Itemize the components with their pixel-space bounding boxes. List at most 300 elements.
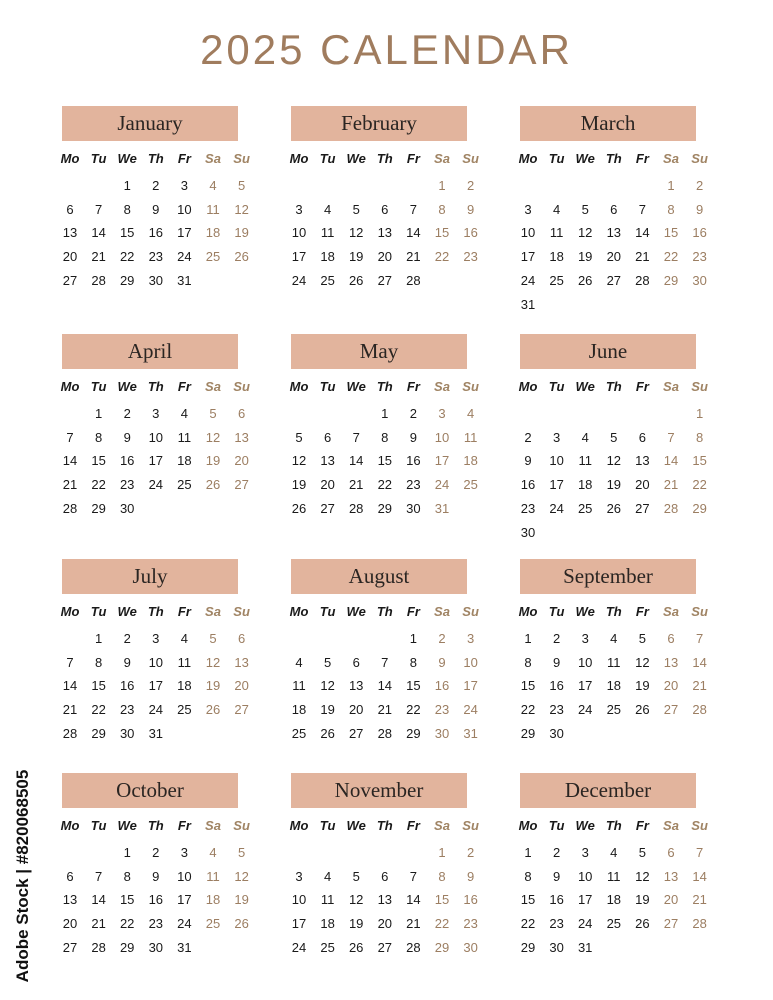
day-cell: 13 [348,678,364,694]
day-cell: 18 [606,892,622,908]
day-cell: 6 [66,201,74,217]
weekday-label: Su [233,818,250,833]
day-cell: 30 [520,524,536,540]
day-cell: 12 [348,225,364,241]
weekday-label: Su [691,604,708,619]
day-cell: 9 [152,201,160,217]
day-cell: 1 [438,845,446,860]
day-cell: 30 [406,500,421,516]
day-cell: 26 [348,272,364,288]
day-cell: 12 [577,225,593,241]
day-cell: 13 [234,654,249,670]
day-cell: 26 [205,702,221,718]
day-cell: 21 [692,892,707,908]
weekday-label: Tu [90,151,107,166]
weekday-label: Mo [289,151,309,166]
day-cell: 9 [123,654,131,670]
day-cell: 12 [320,678,335,694]
day-cell: 13 [606,225,622,241]
day-cell: 9 [438,654,446,670]
day-cell: 18 [577,477,593,493]
weekday-label: We [346,151,366,166]
day-cell: 19 [577,249,593,265]
day-cell: 6 [667,631,675,646]
day-cell: 25 [291,725,307,741]
calendar-title: 2025 CALENDAR [200,26,573,73]
weekday-label: We [575,818,595,833]
day-cell: 21 [91,916,106,932]
day-cell: 10 [577,654,593,670]
day-cell: 3 [581,845,589,860]
day-cell: 2 [152,178,160,193]
day-cell: 25 [463,477,478,493]
day-cell: 18 [320,249,335,265]
day-cell: 14 [62,678,78,694]
day-cell: 30 [434,725,450,741]
day-cell: 22 [520,916,536,932]
day-cell: 21 [62,702,78,718]
day-cell: 22 [377,477,393,493]
day-cell: 16 [463,892,478,908]
day-cell: 19 [234,892,249,908]
day-cell: 11 [320,225,335,241]
day-cell: 8 [123,201,131,217]
day-cell: 16 [119,678,135,694]
weekday-label: We [346,818,366,833]
day-cell: 16 [549,892,564,908]
day-cell: 7 [352,429,360,445]
day-cell: 22 [663,249,679,265]
day-cell: 5 [295,429,303,445]
day-cell: 4 [581,429,589,445]
day-cell: 26 [577,272,593,288]
day-cell: 18 [177,678,192,694]
day-cell: 3 [524,201,532,217]
weekday-label: Tu [319,604,336,619]
day-cell: 22 [119,916,135,932]
day-cell: 22 [692,477,707,493]
day-cell: 3 [180,178,188,193]
weekday-label: Th [605,604,622,619]
day-cell: 16 [549,678,564,694]
weekday-label: We [575,379,595,394]
day-cell: 5 [638,631,646,646]
day-cell: 4 [323,868,332,884]
day-cell: 9 [695,201,704,217]
day-cell: 25 [549,272,564,288]
day-cell: 8 [524,868,532,884]
month-header: May [291,334,467,369]
day-cell: 17 [577,892,593,908]
day-cell: 18 [606,678,622,694]
day-cell: 21 [348,477,364,493]
day-cell: 10 [291,225,307,241]
day-cell: 23 [549,916,564,932]
weekday-label: Fr [406,379,420,394]
weekday-label: We [575,151,595,166]
day-cell: 20 [62,916,78,932]
day-cell: 18 [463,453,478,469]
day-cell: 23 [406,477,421,493]
day-cell: 21 [692,678,707,694]
day-cell: 6 [237,406,246,421]
day-cell: 28 [692,702,707,718]
day-cell: 13 [635,453,650,469]
weekday-label: Sa [663,151,679,166]
day-cell: 7 [381,654,389,670]
day-cell: 25 [177,477,192,493]
day-cell: 27 [348,725,364,741]
weekday-label: Fr [177,151,191,166]
weekday-label: Tu [90,604,107,619]
day-cell: 14 [663,453,679,469]
day-cell: 24 [177,916,192,932]
weekday-label: Sa [434,604,450,619]
day-cell: 26 [606,500,622,516]
day-cell: 22 [406,702,421,718]
day-cell: 14 [91,225,106,241]
day-cell: 28 [406,939,421,955]
day-cell: 28 [377,725,393,741]
day-cell: 3 [295,868,303,884]
weekday-label: We [346,379,366,394]
day-cell: 28 [91,272,106,288]
day-cell: 2 [552,845,561,860]
day-cell: 2 [152,845,160,860]
stock-watermark [8,756,38,996]
day-cell: 8 [438,868,446,884]
day-cell: 15 [434,892,450,908]
day-cell: 10 [577,868,593,884]
day-cell: 22 [520,702,536,718]
day-cell: 16 [148,225,164,241]
day-cell: 30 [119,500,135,516]
day-cell: 21 [663,477,679,493]
day-cell: 8 [94,654,103,670]
day-cell: 22 [434,249,450,265]
day-cell: 21 [62,477,78,493]
day-cell: 19 [348,916,364,932]
day-cell: 20 [320,477,335,493]
day-cell: 5 [352,201,360,217]
day-cell: 3 [552,429,561,445]
day-cell: 1 [123,845,131,860]
day-cell: 17 [291,249,307,265]
weekday-label: Su [462,818,479,833]
day-cell: 2 [123,631,131,646]
day-cell: 26 [635,916,650,932]
day-cell: 23 [520,500,536,516]
day-cell: 20 [663,678,679,694]
day-cell: 1 [438,178,446,193]
day-cell: 28 [406,272,421,288]
day-cell: 12 [234,868,249,884]
day-cell: 23 [148,249,164,265]
weekday-label: Fr [635,379,649,394]
weekday-label: Mo [518,818,538,833]
day-cell: 8 [695,429,704,445]
day-cell: 5 [581,201,589,217]
day-cell: 29 [434,939,450,955]
weekday-label: We [117,151,137,166]
day-cell: 6 [381,201,389,217]
day-cell: 10 [291,892,307,908]
day-cell: 14 [692,868,707,884]
day-cell: 4 [466,406,475,421]
day-cell: 16 [434,678,450,694]
day-cell: 24 [577,702,593,718]
day-cell: 28 [62,500,78,516]
day-cell: 16 [463,225,478,241]
day-cell: 4 [209,845,217,860]
day-cell: 5 [638,845,646,860]
weekday-label: Sa [205,379,221,394]
day-cell: 25 [577,500,593,516]
day-cell: 29 [406,725,421,741]
day-cell: 13 [377,892,393,908]
day-cell: 17 [549,477,564,493]
day-cell: 7 [695,845,704,860]
day-cell: 12 [291,453,307,469]
weekday-label: Th [147,604,164,619]
day-cell: 1 [123,178,131,193]
weekday-label: Fr [406,818,420,833]
day-cell: 11 [206,201,220,217]
day-cell: 7 [409,201,417,217]
weekday-label: Mo [60,151,80,166]
day-cell: 13 [663,868,679,884]
day-cell: 10 [463,654,478,670]
weekday-label: Fr [635,604,649,619]
day-cell: 1 [381,406,389,421]
day-cell: 4 [610,845,618,860]
day-cell: 15 [119,892,135,908]
weekday-label: Fr [177,604,191,619]
day-cell: 7 [667,429,675,445]
day-cell: 25 [205,249,221,265]
day-cell: 20 [234,678,249,694]
day-cell: 10 [148,429,164,445]
day-cell: 2 [552,631,561,646]
weekday-label: Fr [177,818,191,833]
day-cell: 16 [406,453,421,469]
weekday-label: We [117,379,137,394]
day-cell: 15 [520,678,536,694]
day-cell: 20 [606,249,622,265]
weekday-label: Su [462,604,479,619]
day-cell: 15 [663,225,679,241]
day-cell: 3 [466,631,475,646]
day-cell: 24 [291,272,307,288]
month-header: March [520,106,696,141]
day-cell: 31 [520,296,536,312]
weekday-label: Su [233,379,250,394]
day-cell: 31 [434,500,450,516]
day-cell: 11 [292,678,306,694]
day-cell: 1 [94,406,103,421]
day-cell: 15 [406,678,421,694]
day-cell: 5 [352,868,360,884]
day-cell: 29 [91,500,106,516]
day-cell: 16 [520,477,536,493]
day-cell: 29 [377,500,393,516]
day-cell: 1 [409,631,417,646]
day-cell: 29 [692,500,707,516]
day-cell: 26 [635,702,650,718]
day-cell: 22 [91,477,106,493]
weekday-label: Sa [205,818,221,833]
day-cell: 31 [463,725,478,741]
weekday-label: Mo [289,379,309,394]
day-cell: 14 [91,892,106,908]
day-cell: 21 [406,916,421,932]
weekday-label: Tu [319,151,336,166]
day-cell: 13 [234,429,249,445]
day-cell: 17 [577,678,593,694]
day-cell: 11 [177,654,192,670]
day-cell: 24 [549,500,564,516]
day-cell: 20 [377,916,393,932]
day-cell: 27 [606,272,622,288]
day-cell: 25 [205,916,221,932]
day-cell: 29 [119,272,135,288]
month-header: October [62,773,238,808]
day-cell: 26 [320,725,335,741]
day-cell: 5 [323,654,332,670]
weekday-label: Mo [60,604,80,619]
day-cell: 12 [606,453,622,469]
day-cell: 29 [663,272,679,288]
day-cell: 4 [610,631,618,646]
day-cell: 27 [377,939,393,955]
day-cell: 15 [520,892,536,908]
day-cell: 7 [638,201,646,217]
weekday-label: Fr [177,379,191,394]
day-cell: 3 [438,406,446,421]
day-cell: 12 [234,201,249,217]
month-header: February [291,106,467,141]
weekday-label: Th [147,379,164,394]
day-cell: 3 [180,845,188,860]
day-cell: 18 [291,702,307,718]
day-cell: 30 [549,939,564,955]
day-cell: 9 [552,654,561,670]
day-cell: 9 [123,429,131,445]
month-header: July [62,559,238,594]
month-header: January [62,106,238,141]
day-cell: 12 [205,429,221,445]
weekday-label: Fr [406,151,420,166]
day-cell: 12 [205,654,221,670]
day-cell: 8 [667,201,675,217]
day-cell: 31 [177,939,192,955]
day-cell: 17 [148,453,164,469]
weekday-label: Su [233,151,250,166]
month-header: September [520,559,696,594]
day-cell: 27 [234,702,249,718]
weekday-label: Th [147,151,164,166]
day-cell: 10 [549,453,564,469]
day-cell: 11 [177,429,192,445]
day-cell: 17 [291,916,307,932]
day-cell: 2 [123,406,131,421]
day-cell: 19 [606,477,622,493]
weekday-label: We [346,604,366,619]
day-cell: 30 [119,725,135,741]
day-cell: 14 [635,225,650,241]
day-cell: 9 [409,429,417,445]
weekday-label: Sa [205,151,221,166]
day-cell: 22 [434,916,450,932]
day-cell: 14 [406,892,421,908]
day-cell: 22 [119,249,135,265]
day-cell: 27 [62,272,78,288]
weekday-label: Tu [548,818,565,833]
day-cell: 14 [348,453,364,469]
day-cell: 16 [148,892,164,908]
day-cell: 10 [177,868,192,884]
day-cell: 15 [91,453,106,469]
day-cell: 16 [119,453,135,469]
day-cell: 19 [205,678,221,694]
weekday-label: Mo [518,604,538,619]
day-cell: 5 [209,631,217,646]
day-cell: 28 [635,272,650,288]
day-cell: 30 [148,272,164,288]
day-cell: 29 [119,939,135,955]
day-cell: 13 [62,225,78,241]
day-cell: 23 [119,477,135,493]
day-cell: 19 [635,892,650,908]
day-cell: 7 [94,868,103,884]
day-cell: 15 [377,453,393,469]
day-cell: 4 [295,654,303,670]
weekday-label: Fr [635,818,649,833]
weekday-label: Th [376,604,393,619]
day-cell: 7 [66,654,74,670]
weekday-label: Su [233,604,250,619]
day-cell: 18 [320,916,335,932]
day-cell: 23 [434,702,450,718]
day-cell: 4 [209,178,217,193]
weekday-label: Th [376,151,393,166]
day-cell: 24 [148,702,164,718]
day-cell: 4 [552,201,561,217]
day-cell: 13 [62,892,78,908]
day-cell: 18 [205,892,221,908]
day-cell: 25 [320,272,335,288]
day-cell: 1 [524,845,532,860]
day-cell: 31 [577,939,593,955]
day-cell: 13 [377,225,393,241]
day-cell: 29 [520,939,536,955]
day-cell: 27 [377,272,393,288]
weekday-label: Fr [406,604,420,619]
day-cell: 6 [352,654,360,670]
weekday-label: Mo [289,818,309,833]
month-header: August [291,559,467,594]
day-cell: 27 [320,500,335,516]
day-cell: 19 [348,249,364,265]
day-cell: 21 [91,249,106,265]
day-cell: 19 [320,702,335,718]
day-cell: 10 [434,429,450,445]
day-cell: 17 [520,249,536,265]
day-cell: 2 [524,429,532,445]
month-header: November [291,773,467,808]
day-cell: 16 [692,225,707,241]
weekday-label: Su [691,379,708,394]
